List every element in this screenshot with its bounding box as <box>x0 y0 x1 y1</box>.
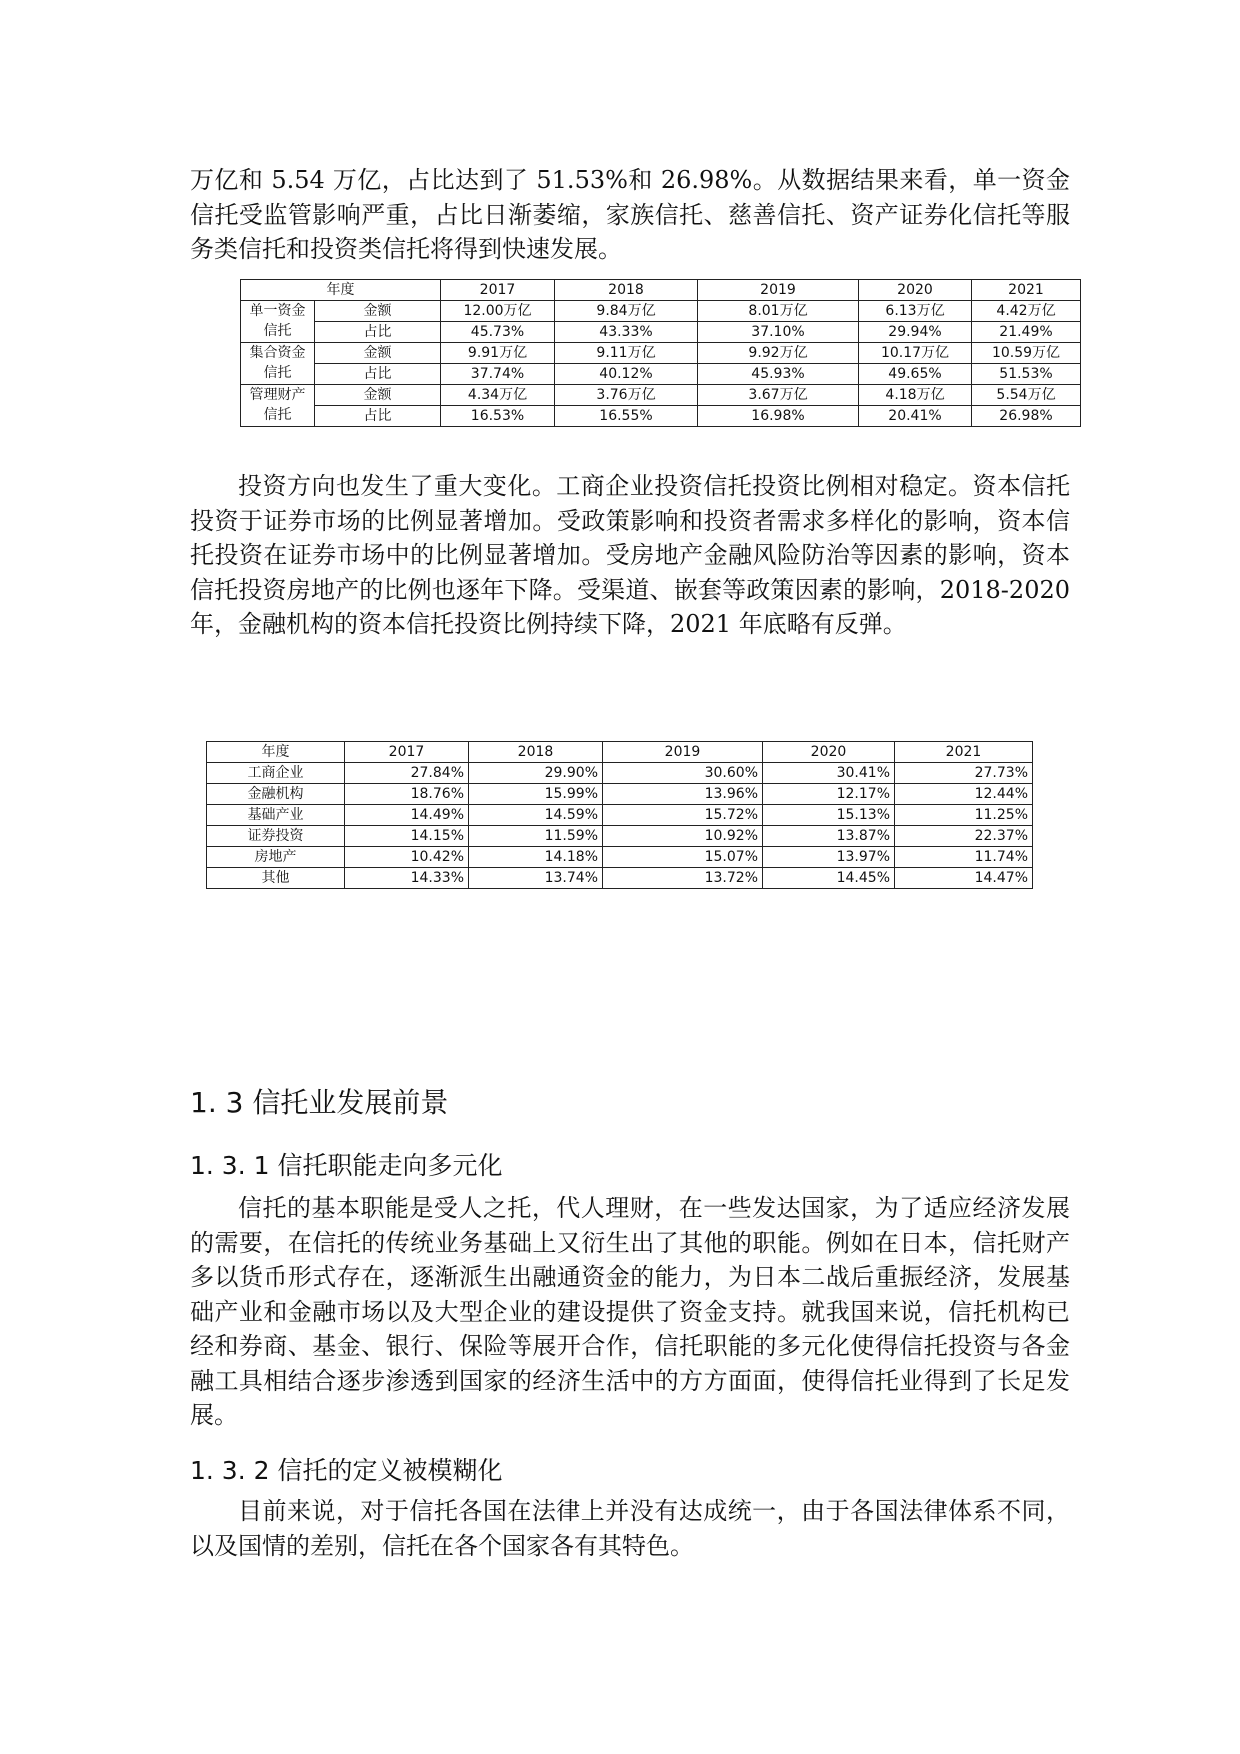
table-cell: 14.59% <box>469 805 603 826</box>
table-row <box>207 805 1033 826</box>
table-cell: 16.55% <box>555 406 698 427</box>
row-label: 工商企业 <box>207 763 345 784</box>
table-row <box>241 343 1081 364</box>
table-cell: 22.37% <box>895 826 1033 847</box>
header-year: 2018 <box>555 280 698 301</box>
table-cell: 15.13% <box>763 805 895 826</box>
table-row <box>241 364 1081 385</box>
table-cell: 40.12% <box>555 364 698 385</box>
table-cell: 14.18% <box>469 847 603 868</box>
table-cell: 51.53% <box>972 364 1081 385</box>
header-year: 2020 <box>763 742 895 763</box>
trust-type-table <box>240 279 1081 427</box>
header-year: 2021 <box>972 280 1081 301</box>
table-cell: 21.49% <box>972 322 1081 343</box>
table-cell: 29.90% <box>469 763 603 784</box>
metric-label: 占比 <box>315 322 441 343</box>
table-cell: 11.74% <box>895 847 1033 868</box>
table-row <box>207 826 1033 847</box>
group-name-cont: 信托 <box>241 322 315 343</box>
table-row <box>207 763 1033 784</box>
table-cell: 3.67万亿 <box>698 385 859 406</box>
header-year: 2020 <box>859 280 972 301</box>
table-cell: 14.45% <box>763 868 895 889</box>
table-cell: 10.17万亿 <box>859 343 972 364</box>
row-label: 金融机构 <box>207 784 345 805</box>
group-name: 单一资金 <box>241 301 315 322</box>
table-cell: 27.73% <box>895 763 1033 784</box>
section-heading-1-3: 1. 3 信托业发展前景 <box>190 1086 449 1119</box>
row-label: 其他 <box>207 868 345 889</box>
metric-label: 金额 <box>315 343 441 364</box>
header-year: 2018 <box>469 742 603 763</box>
table-cell: 4.42万亿 <box>972 301 1081 322</box>
table-cell: 14.33% <box>345 868 469 889</box>
table-cell: 13.87% <box>763 826 895 847</box>
table-cell: 3.76万亿 <box>555 385 698 406</box>
table-cell: 5.54万亿 <box>972 385 1081 406</box>
table-cell: 30.60% <box>603 763 763 784</box>
table-row <box>207 784 1033 805</box>
paragraph-trust-share-summary: 万亿和 5.54 万亿，占比达到了 51.53%和 26.98%。从数据结果来看，单一资金信托受监管影响严重，占比日渐萎缩，家族信托、慈善信托、资产证券化信托等服务类信托和投资类信托将得到快速发展。 <box>190 166 1070 263</box>
table-cell: 29.94% <box>859 322 972 343</box>
table-cell: 8.01万亿 <box>698 301 859 322</box>
table-cell: 16.98% <box>698 406 859 427</box>
table-cell: 13.97% <box>763 847 895 868</box>
group-name-cont: 信托 <box>241 364 315 385</box>
table-cell: 27.84% <box>345 763 469 784</box>
table-cell: 14.15% <box>345 826 469 847</box>
table-cell: 6.13万亿 <box>859 301 972 322</box>
table-row <box>241 406 1081 427</box>
table-cell: 45.73% <box>441 322 555 343</box>
header-year: 2019 <box>603 742 763 763</box>
table-cell: 30.41% <box>763 763 895 784</box>
table-cell: 9.92万亿 <box>698 343 859 364</box>
group-name: 管理财产 <box>241 385 315 406</box>
table-cell: 4.18万亿 <box>859 385 972 406</box>
table-cell: 10.42% <box>345 847 469 868</box>
group-name-cont: 信托 <box>241 406 315 427</box>
table-cell: 14.47% <box>895 868 1033 889</box>
row-label: 基础产业 <box>207 805 345 826</box>
table-cell: 9.11万亿 <box>555 343 698 364</box>
paragraph-trust-definition: 目前来说，对于信托各国在法律上并没有达成统一，由于各国法律体系不同，以及国情的差别，信托在各个国家各有其特色。 <box>190 1497 1070 1560</box>
table-cell: 16.53% <box>441 406 555 427</box>
header-year: 2019 <box>698 280 859 301</box>
header-year: 2017 <box>345 742 469 763</box>
row-label: 房地产 <box>207 847 345 868</box>
table-cell: 37.74% <box>441 364 555 385</box>
row-label: 证券投资 <box>207 826 345 847</box>
header-year-label: 年度 <box>207 742 345 763</box>
table-row <box>241 322 1081 343</box>
header-year-label: 年度 <box>241 280 441 301</box>
table-cell: 15.72% <box>603 805 763 826</box>
table-header-row <box>241 280 1081 301</box>
table-cell: 37.10% <box>698 322 859 343</box>
table-cell: 9.91万亿 <box>441 343 555 364</box>
table-header-row <box>207 742 1033 763</box>
table-cell: 13.74% <box>469 868 603 889</box>
table-cell: 18.76% <box>345 784 469 805</box>
table-cell: 12.17% <box>763 784 895 805</box>
table-cell: 4.34万亿 <box>441 385 555 406</box>
paragraph-investment-direction: 投资方向也发生了重大变化。工商企业投资信托投资比例相对稳定。资本信托投资于证券市场的比例显著增加。受政策影响和投资者需求多样化的影响，资本信托投资在证券市场中的比例显著增加。受房地产金融风险防治等因素的影响，资本信托投资房地产的比例也逐年下降。受渠道、嵌套等政策因素的影响，2018-2020 年，金融机构的资本信托投资比例持续下降，2021 年底略有反弹。 <box>190 472 1070 638</box>
table-cell: 20.41% <box>859 406 972 427</box>
section-heading-1-3-1: 1. 3. 1 信托职能走向多元化 <box>190 1151 503 1180</box>
table-cell: 43.33% <box>555 322 698 343</box>
table-cell: 11.59% <box>469 826 603 847</box>
header-year: 2017 <box>441 280 555 301</box>
group-name: 集合资金 <box>241 343 315 364</box>
table-cell: 13.96% <box>603 784 763 805</box>
table-cell: 26.98% <box>972 406 1081 427</box>
table-cell: 11.25% <box>895 805 1033 826</box>
table-cell: 15.99% <box>469 784 603 805</box>
table-cell: 12.44% <box>895 784 1033 805</box>
table-row <box>241 301 1081 322</box>
table-row <box>207 868 1033 889</box>
metric-label: 占比 <box>315 364 441 385</box>
table-cell: 12.00万亿 <box>441 301 555 322</box>
table-row <box>241 385 1081 406</box>
section-heading-1-3-2: 1. 3. 2 信托的定义被模糊化 <box>190 1456 503 1485</box>
table-cell: 10.59万亿 <box>972 343 1081 364</box>
table-cell: 10.92% <box>603 826 763 847</box>
metric-label: 金额 <box>315 301 441 322</box>
header-year: 2021 <box>895 742 1033 763</box>
table-row <box>207 847 1033 868</box>
metric-label: 占比 <box>315 406 441 427</box>
investment-direction-table <box>206 741 1033 889</box>
table-cell: 49.65% <box>859 364 972 385</box>
table-cell: 13.72% <box>603 868 763 889</box>
table-cell: 15.07% <box>603 847 763 868</box>
table-cell: 14.49% <box>345 805 469 826</box>
table-cell: 45.93% <box>698 364 859 385</box>
table-cell: 9.84万亿 <box>555 301 698 322</box>
metric-label: 金额 <box>315 385 441 406</box>
paragraph-trust-functions: 信托的基本职能是受人之托，代人理财，在一些发达国家，为了适应经济发展的需要，在信托的传统业务基础上又衍生出了其他的职能。例如在日本，信托财产多以货币形式存在，逐渐派生出融通资金的能力，为日本二战后重振经济，发展基础产业和金融市场以及大型企业的建设提供了资金支持。就我国来说，信托机构已经和券商、基金、银行、保险等展开合作，信托职能的多元化使得信托投资与各金融工具相结合逐步渗透到国家的经济生活中的方方面面，使得信托业得到了长足发展。 <box>190 1194 1070 1429</box>
